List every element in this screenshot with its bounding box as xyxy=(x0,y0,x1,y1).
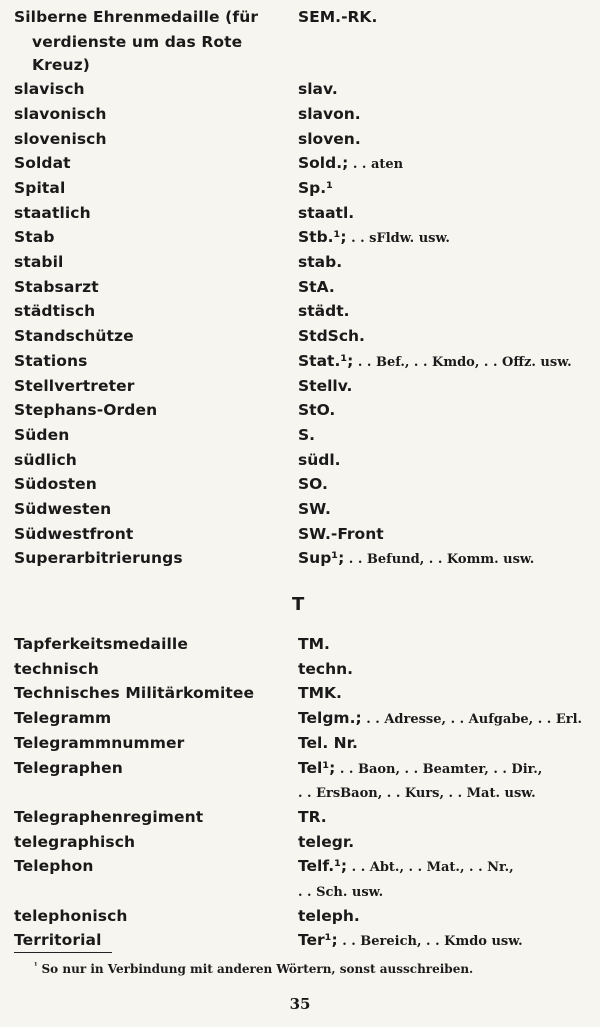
entry-row xyxy=(14,31,594,55)
abbreviation-text: SW. xyxy=(298,500,331,519)
entry-row xyxy=(14,806,594,831)
abbreviation-text: städt. xyxy=(298,302,350,321)
entry-abbreviation xyxy=(298,806,594,831)
abbreviation-text: StA. xyxy=(298,277,335,296)
entry-term: verdienste um das Rote xyxy=(32,32,243,51)
entry-row xyxy=(14,547,594,572)
abbreviation-text: sloven. xyxy=(298,129,361,148)
abbreviation-text: S. xyxy=(298,425,316,444)
entry-abbreviation xyxy=(298,399,594,424)
entry-row xyxy=(14,523,594,548)
entry-term: slavonisch xyxy=(14,104,107,123)
entry-row xyxy=(14,658,594,683)
abbreviation-text: SW.-Front xyxy=(298,524,384,543)
entry-row xyxy=(14,831,594,856)
entry-abbreviation xyxy=(298,103,594,128)
abbreviation-text: telegr. xyxy=(298,832,355,851)
entry-term: Territorial xyxy=(14,931,102,950)
entry-term: Kreuz) xyxy=(32,56,90,75)
entry-term: Telephon xyxy=(14,857,94,876)
abbreviation-text: Ter¹; xyxy=(298,931,338,950)
entry-term: Telegraphen xyxy=(14,758,123,777)
entry-abbreviation xyxy=(298,300,594,325)
entry-abbreviation xyxy=(298,350,594,375)
abbreviation-text: TR. xyxy=(298,807,327,826)
footnote-mark: ¹ xyxy=(34,960,38,970)
entry-row xyxy=(14,424,594,449)
entry-row xyxy=(14,498,594,523)
abbreviation-text: techn. xyxy=(298,659,354,678)
entry-abbreviation xyxy=(298,152,594,177)
entry-term: Soldat xyxy=(14,154,71,173)
footnote-rule xyxy=(14,952,112,953)
abbreviation-text: slavon. xyxy=(298,104,361,123)
page-number: 35 xyxy=(289,995,311,1013)
abbreviation-extension: . . Bereich, . . Kmdo usw. xyxy=(337,934,523,950)
entry-abbreviation xyxy=(298,547,594,572)
abbreviation-text: Sp.¹ xyxy=(298,178,333,197)
abbreviation-extension: . . Bef., . . Kmdo, . . Offz. usw. xyxy=(353,354,572,370)
abbreviation-text: teleph. xyxy=(298,906,360,925)
abbreviation-text: slav. xyxy=(298,80,338,99)
abbreviation-extension: . . sFldw. usw. xyxy=(346,231,450,247)
abbreviation-text: Stat.¹; xyxy=(298,351,354,370)
entry-row xyxy=(14,226,594,251)
entry-term: Stations xyxy=(14,351,88,370)
entry-row xyxy=(14,781,594,806)
entry-term: stabil xyxy=(14,253,64,272)
entry-row xyxy=(14,276,594,301)
entry-term: Südwesten xyxy=(14,500,112,519)
entry-term: Standschütze xyxy=(14,327,134,346)
entry-term: telephonisch xyxy=(14,906,128,925)
entry-abbreviation xyxy=(298,325,594,350)
entry-term: slovenisch xyxy=(14,129,107,148)
entry-row xyxy=(14,633,594,658)
abbreviation-extension: . . Befund, . . Komm. usw. xyxy=(344,552,535,568)
entry-abbreviation xyxy=(298,449,594,474)
entry-row xyxy=(14,707,594,732)
entry-row xyxy=(14,251,594,276)
entry-term: Stab xyxy=(14,228,55,247)
entry-term: Telegramm xyxy=(14,709,112,728)
entry-abbreviation xyxy=(298,905,594,930)
entry-term: Stephans-Orden xyxy=(14,401,158,420)
abbreviation-text: Telf.¹; xyxy=(298,857,348,876)
entry-abbreviation xyxy=(298,757,594,782)
abbreviation-text: SEM.-RK. xyxy=(298,8,378,26)
entry-abbreviation xyxy=(298,880,594,905)
abbreviation-extension: . . Adresse, . . Aufgabe, . . Erl. xyxy=(361,712,583,728)
abbreviation-text: südl. xyxy=(298,450,341,469)
entry-row xyxy=(14,375,594,400)
entry-abbreviation xyxy=(298,855,594,880)
entry-term: städtisch xyxy=(14,302,96,321)
entry-row xyxy=(14,300,594,325)
entry-abbreviation xyxy=(298,682,594,707)
entry-row xyxy=(14,905,594,930)
section-heading-t: T xyxy=(292,594,305,615)
footnote-text: So nur in Verbindung mit anderen Wörtern, sonst ausschreiben. xyxy=(41,962,474,976)
footnote xyxy=(34,960,473,976)
entry-abbreviation xyxy=(298,202,594,227)
entry-abbreviation xyxy=(298,929,594,954)
abbreviation-extension: . . Sch. usw. xyxy=(298,885,384,901)
entry-term: Silberne Ehrenmedaille (für xyxy=(14,8,259,26)
entry-term: Telegraphenregiment xyxy=(14,807,204,826)
abbreviation-extension: . . Baon, . . Beamter, . . Dir., xyxy=(335,761,543,777)
abbreviation-extension: . . ErsBaon, . . Kurs, . . Mat. usw. xyxy=(298,786,536,802)
entry-row xyxy=(14,855,594,880)
entry-term: Technisches Militärkomitee xyxy=(14,684,255,703)
entry-abbreviation xyxy=(298,276,594,301)
entry-abbreviation xyxy=(298,781,594,806)
abbreviation-text: Sold.; xyxy=(298,154,349,173)
entry-row xyxy=(14,177,594,202)
abbreviation-text: Stellv. xyxy=(298,376,353,395)
entry-abbreviation xyxy=(298,128,594,153)
entries-section-s xyxy=(14,6,594,572)
entry-term: slavisch xyxy=(14,80,85,99)
entry-term: Tapferkeitsmedaille xyxy=(14,635,188,653)
abbreviation-text: TMK. xyxy=(298,684,342,703)
entry-term: Spital xyxy=(14,178,66,197)
entry-row xyxy=(14,473,594,498)
abbreviation-text: Tel¹; xyxy=(298,758,336,777)
abbreviation-text: StdSch. xyxy=(298,327,365,346)
entry-abbreviation xyxy=(298,6,594,31)
entry-term: Südosten xyxy=(14,475,97,494)
entry-row xyxy=(14,682,594,707)
entry-row xyxy=(14,449,594,474)
entry-abbreviation xyxy=(298,831,594,856)
entry-abbreviation xyxy=(298,251,594,276)
entry-abbreviation xyxy=(298,375,594,400)
entry-abbreviation xyxy=(298,226,594,251)
abbreviation-extension: . . Abt., . . Mat., . . Nr., xyxy=(347,860,514,876)
abbreviation-text: Tel. Nr. xyxy=(298,733,358,752)
abbreviation-text: Telgm.; xyxy=(298,709,362,728)
entry-row xyxy=(14,399,594,424)
entry-term: technisch xyxy=(14,659,99,678)
entry-term: staatlich xyxy=(14,203,91,222)
entry-row xyxy=(14,757,594,782)
abbreviation-text: stab. xyxy=(298,253,343,272)
entry-row xyxy=(14,202,594,227)
entry-abbreviation xyxy=(298,523,594,548)
entry-row xyxy=(14,929,594,954)
entry-abbreviation xyxy=(298,424,594,449)
entry-row xyxy=(14,152,594,177)
abbreviation-text: TM. xyxy=(298,635,330,653)
entry-row xyxy=(14,128,594,153)
entry-row xyxy=(14,103,594,128)
entry-abbreviation xyxy=(298,707,594,732)
abbreviation-text: Sup¹; xyxy=(298,549,345,568)
abbreviation-extension: . . aten xyxy=(348,157,404,173)
entry-row xyxy=(14,732,594,757)
entry-abbreviation xyxy=(298,498,594,523)
entry-abbreviation xyxy=(298,633,594,658)
entry-row xyxy=(14,350,594,375)
entry-term: Stabsarzt xyxy=(14,277,99,296)
entry-row xyxy=(14,54,594,78)
entry-term: südlich xyxy=(14,450,77,469)
entry-abbreviation xyxy=(298,732,594,757)
entry-term: Südwestfront xyxy=(14,524,134,543)
entry-row xyxy=(14,6,594,31)
entry-row xyxy=(14,880,594,905)
entry-abbreviation xyxy=(298,78,594,103)
entry-term: telegraphisch xyxy=(14,832,136,851)
entry-row xyxy=(14,78,594,103)
entry-term: Superarbitrierungs xyxy=(14,549,183,568)
entry-term: Stellvertreter xyxy=(14,376,135,395)
entry-abbreviation xyxy=(298,473,594,498)
entry-abbreviation xyxy=(298,658,594,683)
entry-abbreviation xyxy=(298,177,594,202)
entry-term: Telegrammnummer xyxy=(14,733,185,752)
abbreviation-text: SO. xyxy=(298,475,328,494)
entry-row xyxy=(14,325,594,350)
abbreviation-text: staatl. xyxy=(298,203,355,222)
abbreviation-text: Stb.¹; xyxy=(298,228,347,247)
entry-term: Süden xyxy=(14,425,70,444)
abbreviation-text: StO. xyxy=(298,401,336,420)
entries-section-t xyxy=(14,633,594,954)
